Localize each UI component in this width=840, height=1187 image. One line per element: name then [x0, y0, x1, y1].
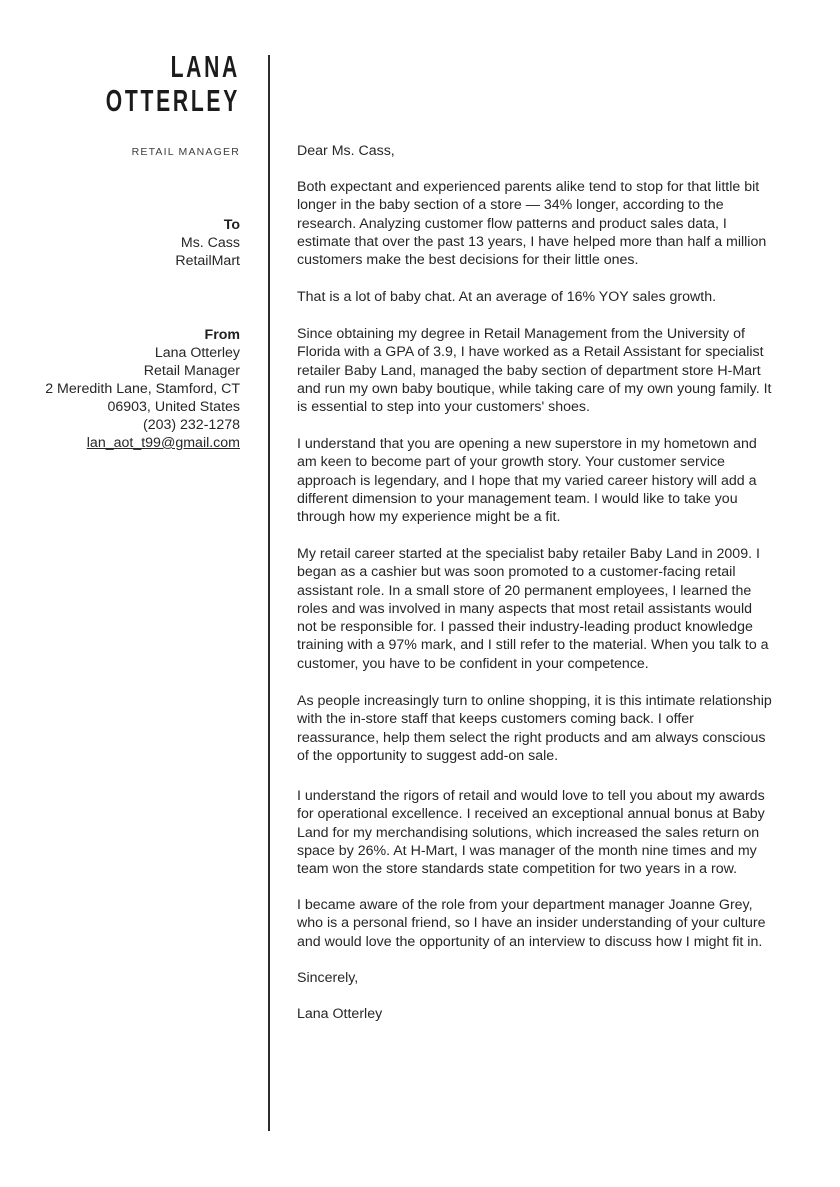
from-label: From — [204, 327, 240, 343]
from-phone: (203) 232-1278 — [142, 417, 240, 433]
candidate-name: LANA OTTERLEY — [105, 49, 240, 118]
letter-paragraph: I became aware of the role from your department manager Joanne Grey, who is a personal friend, so I have an insider understanding of your culture and would love the opportunity of an interview to discuss how I might fit in. — [297, 897, 766, 950]
to-block — [0, 216, 240, 270]
to-company: RetailMart — [175, 253, 240, 269]
from-job-title: Retail Manager — [143, 363, 240, 379]
letter-paragraph: My retail career started at the specialist baby retailer Baby Land in 2009. I began as a cashier but was soon promoted to a customer-facing retail assistant role. In a small store of 20 permanent employees, I learned the roles and was involved in many aspects that most retail assistants would not be responsible for. I passed their industry-leading product knowledge training with a 97% mark, and I still refer to the material. When you talk to a customer, you have to be confident in your competence. — [297, 546, 769, 672]
letter-paragraph: I understand the rigors of retail and would love to tell you about my awards for operational excellence. I received an exceptional annual bonus at Baby Land for my merchandising solutions, which increased the sales return on space by 26%. At H-Mart, I was manager of the month nine times and my team won the store standards state competition for two years in a row. — [297, 788, 765, 878]
letter-paragraph: That is a lot of baby chat. At an average of 16% YOY sales growth. — [297, 289, 717, 305]
letter-paragraph: As people increasingly turn to online shopping, it is this intimate relationship with the in-store staff that keeps customers coming back. I offer reassurance, help them select the right products and am always conscious of the opportunity to suggest add-on sale. — [297, 693, 772, 764]
vertical-divider — [268, 55, 270, 1131]
email-link[interactable]: lan_aot_t99@gmail.com — [86, 435, 240, 451]
letter-paragraph: Both expectant and experienced parents alike tend to stop for that little bit longer in the baby section of a store — 34% longer, according to the research. Analyzing customer flow patterns and product sales data, I estimate that over the past 13 years, I have helped more than half a million customers make the best decisions for their little ones. — [297, 179, 767, 269]
letter-paragraph: Since obtaining my degree in Retail Management from the University of Florida with a GPA of 3.9, I have worked as a Retail Assistant for specialist retailer Baby Land, managed the baby section of department store H-Mart and run my own baby boutique, while taking care of my own young family. It is essential to step into your customers' shoes. — [297, 326, 772, 416]
sidebar — [0, 0, 240, 1187]
from-address-line-1: 2 Meredith Lane, Stamford, CT — [45, 381, 240, 397]
letter-greeting: Dear Ms. Cass, — [297, 143, 395, 159]
letter-paragraph: I understand that you are opening a new superstore in my hometown and am keen to become part of your growth story. Your customer service approach is legendary, and I hope that my varied career history will add a different dimension to your management team. I would like to take you through how my experience might be a fit. — [297, 436, 757, 526]
candidate-job-title: RETAIL MANAGER — [131, 146, 240, 158]
letter-signature: Lana Otterley — [297, 1006, 383, 1022]
letter-closing: Sincerely, — [297, 970, 359, 986]
from-block — [0, 326, 240, 452]
from-name: Lana Otterley — [154, 345, 240, 361]
from-address-line-2: 06903, United States — [107, 399, 240, 415]
to-recipient-name: Ms. Cass — [180, 235, 240, 251]
to-label: To — [223, 217, 240, 233]
